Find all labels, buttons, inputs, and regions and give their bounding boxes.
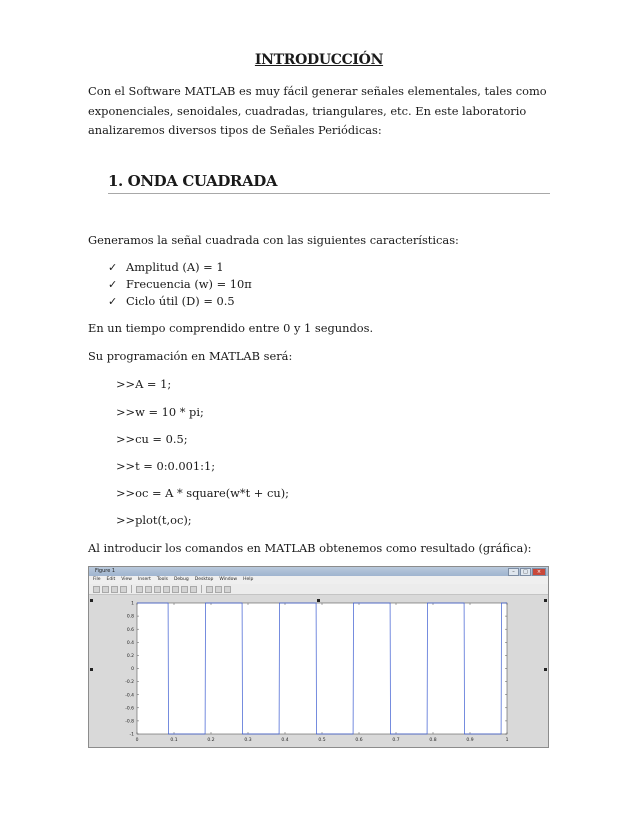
figure-titlebar (89, 567, 548, 576)
menu-help[interactable]: Help (243, 577, 254, 582)
code-line: >>plot(t,oc); (116, 513, 192, 527)
data-cursor-icon[interactable] (181, 586, 188, 593)
menu-file[interactable]: File (93, 577, 101, 582)
generate-text: Generamos la señal cuadrada con las siguientes características: (88, 233, 459, 247)
y-tick-label: 0.2 (126, 654, 134, 659)
y-tick-label: -0.8 (125, 719, 134, 725)
check-icon: ✓ (108, 278, 118, 291)
plot-tools-icon[interactable] (224, 586, 231, 593)
x-tick-label: 0.7 (392, 738, 400, 743)
brush-icon[interactable] (190, 586, 197, 593)
y-tick-label: 0.8 (126, 614, 134, 620)
intro-line: exponenciales, senoidales, cuadradas, triangulares, etc. En este laboratorio (88, 103, 527, 118)
figure-plot-canvas (89, 595, 548, 747)
open-icon[interactable] (102, 586, 109, 593)
intro-paragraph (88, 82, 550, 141)
y-tick-label: -0.6 (125, 706, 134, 712)
colorbar-icon[interactable] (206, 586, 213, 593)
intro-line: analizaremos diversos tipos de Señales Periódicas: (88, 123, 382, 137)
resize-handle[interactable] (544, 599, 547, 602)
check-icon: ✓ (108, 295, 118, 308)
section-divider (108, 193, 550, 194)
code-line: >>oc = A * square(w*t + cu); (116, 486, 289, 500)
legend-icon[interactable] (215, 586, 222, 593)
x-tick-label: 0.5 (318, 738, 326, 743)
characteristic-item (108, 260, 224, 274)
x-tick-label: 0.4 (281, 738, 289, 743)
y-tick-label: 0.4 (126, 640, 134, 646)
characteristic-label: Ciclo útil (D) = 0.5 (126, 294, 235, 308)
x-tick-label: 0.2 (207, 738, 215, 743)
section-heading: 1. ONDA CUADRADA (108, 172, 278, 190)
time-text: En un tiempo comprendido entre 0 y 1 segundos. (88, 321, 374, 335)
rotate-icon[interactable] (172, 586, 179, 593)
matlab-figure-window (88, 566, 549, 748)
check-icon: ✓ (108, 261, 118, 274)
code-line: >>cu = 0.5; (116, 432, 188, 446)
menu-desktop[interactable]: Desktop (194, 577, 214, 582)
y-tick-label: 0.6 (126, 627, 134, 633)
toolbar-separator (201, 585, 202, 593)
x-tick-label: 1 (505, 738, 509, 743)
code-line: >>A = 1; (116, 377, 172, 391)
menu-edit[interactable]: Edit (106, 577, 116, 582)
figure-title: Figure 1 (95, 568, 116, 574)
y-tick-label: 1 (131, 601, 134, 607)
resize-handle[interactable] (90, 668, 93, 671)
menu-window[interactable]: Window (219, 577, 238, 582)
menu-view[interactable]: View (121, 577, 132, 582)
resize-handle[interactable] (544, 668, 547, 671)
pan-icon[interactable] (163, 586, 170, 593)
y-tick-label: -0.2 (125, 680, 134, 686)
save-icon[interactable] (111, 586, 118, 593)
new-figure-icon[interactable] (93, 586, 100, 593)
zoom-in-icon[interactable] (145, 586, 152, 593)
menu-debug[interactable]: Debug (173, 577, 189, 582)
menu-insert[interactable]: Insert (137, 577, 151, 582)
axes-box (137, 603, 507, 734)
y-tick-label: -0.4 (125, 693, 134, 699)
figure-menubar (89, 576, 548, 584)
resize-handle[interactable] (317, 599, 320, 602)
figure-toolbar (89, 584, 548, 595)
x-tick-label: 0.3 (244, 738, 252, 743)
code-line: >>w = 10 * pi; (116, 405, 204, 419)
maximize-icon[interactable]: □ (520, 568, 531, 576)
y-tick-label: 0 (131, 667, 134, 673)
intro-line: Con el Software MATLAB es muy fácil generar señales elementales, tales como (88, 84, 547, 98)
resize-handle[interactable] (90, 599, 93, 602)
code-line: >>t = 0:0.001:1; (116, 459, 216, 473)
x-tick-label: 0.9 (466, 738, 474, 743)
x-tick-label: 0 (135, 738, 139, 743)
minimize-icon[interactable]: – (508, 568, 519, 576)
programming-text: Su programación en MATLAB será: (88, 349, 293, 363)
y-tick-label: -1 (129, 732, 134, 738)
characteristic-item (108, 294, 235, 308)
toolbar-separator (131, 585, 132, 593)
pointer-icon[interactable] (136, 586, 143, 593)
x-tick-label: 0.1 (170, 738, 178, 743)
result-text: Al introducir los comandos en MATLAB obtenemos como resultado (gráfica): (88, 541, 532, 555)
x-tick-label: 0.8 (429, 738, 437, 743)
menu-tools[interactable]: Tools (156, 577, 168, 582)
characteristic-item (108, 277, 252, 291)
close-icon[interactable]: × (532, 568, 546, 576)
zoom-out-icon[interactable] (154, 586, 161, 593)
print-icon[interactable] (120, 586, 127, 593)
x-tick-label: 0.6 (355, 738, 363, 743)
characteristic-label: Amplitud (A) = 1 (126, 260, 224, 274)
page-title: INTRODUCCIÓN (254, 52, 384, 68)
characteristic-label: Frecuencia (w) = 10π (126, 277, 252, 291)
